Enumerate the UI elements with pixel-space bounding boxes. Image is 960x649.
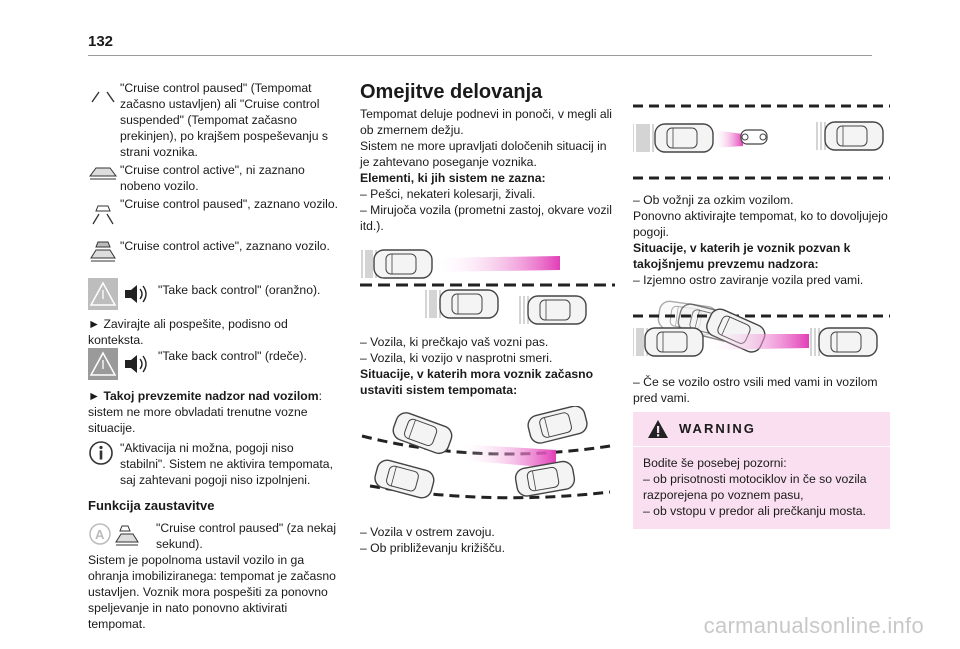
stop-description: Sistem je popolnoma ustavil vozilo in ga ohranja imobiliziranega: tempomat je začasno ustavljen. Voznik mora pospešiti za ponovno speljevanje in nato ponovno aktivirati tempomat.	[88, 553, 336, 631]
warning-item-2: – ob vstopu v predor ali prečkanju mosta.	[643, 504, 866, 518]
cruise-paused-vehicle-icon	[88, 196, 118, 226]
watermark: carmanualsonline.info	[703, 613, 924, 638]
activation-entry	[88, 440, 340, 488]
warning-title: WARNING	[679, 421, 756, 436]
cut-in-illustration	[633, 298, 890, 364]
not-detected-item-2: – Mirujoča vozila (prometni zastoj, okvare vozil itd.).	[360, 203, 612, 233]
not-detected-item-1: – Pešci, nekateri kolesarji, živali.	[360, 187, 536, 201]
narrow-vehicle-text: – Ob vožnji za ozkim vozilom.	[633, 193, 794, 207]
take-back-red-entry	[88, 348, 340, 380]
suspend-situations-heading: Situacije, v katerih mora voznik začasno ustaviti sistem tempomata:	[360, 367, 594, 397]
active-vehicle-text: "Cruise control active", zaznano vozilo.	[120, 239, 330, 253]
active-no-vehicle-text: "Cruise control active", ni zaznano nobeno vozilo.	[120, 163, 305, 193]
page-number: 132	[88, 33, 114, 50]
take-back-red-text: "Take back control" (rdeče).	[158, 349, 307, 363]
paused-vehicle-text: "Cruise control paused", zaznano vozilo.	[120, 197, 338, 211]
not-detected-item-4: – Vozila, ki vozijo v nasprotni smeri.	[360, 351, 553, 365]
top-divider	[88, 55, 872, 56]
driver-intervention-text: Sistem ne more upravljati določenih situacij in je zahtevano poseganje voznika.	[360, 139, 607, 169]
take-back-orange-entry	[88, 278, 340, 310]
cruise-active-vehicle-icon	[88, 236, 118, 266]
warning-body	[633, 447, 890, 529]
motorcycle-icon	[741, 130, 767, 144]
take-back-red-icon	[88, 348, 152, 380]
take-control-paragraph	[88, 388, 340, 436]
paused-entry	[88, 80, 340, 160]
not-detected-heading: Elementi, ki jih sistem ne zazna:	[360, 171, 546, 185]
column-left	[88, 80, 340, 632]
take-back-orange-text: "Take back control" (oranžno).	[158, 283, 321, 297]
warning-triangle-icon	[647, 419, 669, 439]
brake-or-accelerate-text: ► Zavirajte ali pospešite, podisno od konteksta.	[88, 317, 288, 347]
column-right	[633, 80, 890, 529]
paused-vehicle-entry	[88, 196, 340, 226]
cruise-stop-icons	[88, 520, 154, 550]
cruise-active-no-vehicle-icon	[88, 162, 118, 186]
column-middle	[360, 80, 615, 556]
info-icon	[88, 440, 118, 466]
stop-function-heading: Funkcija zaustavitve	[88, 498, 215, 513]
suspend-item-1: – Vozila v ostrem zavoju.	[360, 525, 495, 539]
warning-box	[633, 412, 890, 529]
reactivate-text: Ponovno aktivirajte tempomat, ko to dovoljujejo pogoji.	[633, 209, 888, 239]
stop-paused-text: "Cruise control paused" (za nekaj sekund).	[156, 521, 337, 551]
take-control-rest: : sistem ne more obvladati trenutne vozne situacije.	[88, 389, 322, 435]
operating-conditions-text: Tempomat deluje podnevi in ponoči, v megli ali ob zmernem dežju.	[360, 107, 613, 137]
not-detected-item-3: – Vozila, ki prečkajo vaš vozni pas.	[360, 335, 549, 349]
take-back-orange-icon	[88, 278, 152, 310]
warning-item-1: – ob prisotnosti motociklov in če so vozila razporejena po voznem pasu,	[643, 472, 867, 502]
cruise-paused-icon	[88, 80, 118, 108]
take-control-situations-heading: Situacije, v katerih je voznik pozvan k takojšnjemu prevzemu nadzora:	[633, 241, 851, 271]
active-no-vehicle-entry	[88, 162, 340, 194]
take-control-item-1: – Izjemno ostro zaviranje vozila pred vami.	[633, 273, 864, 287]
paused-text: "Cruise control paused" (Tempomat začasno ustavljen) ali "Cruise control suspended" (Tempomat začasno prekinjen), po krajšem pospeševanju s strani voznika.	[120, 81, 328, 159]
active-vehicle-entry	[88, 236, 340, 266]
svg-text:A: A	[95, 527, 105, 542]
warning-intro: Bodite še posebej pozorni:	[643, 456, 787, 470]
suspend-item-2: – Ob približevanju križišču.	[360, 541, 505, 555]
stop-paused-entry	[88, 520, 340, 552]
take-control-bold: ► Takoj prevzemite nadzor nad vozilom	[88, 389, 319, 403]
take-control-item-2: – Če se vozilo ostro vsili med vami in vozilom pred vami.	[633, 375, 878, 405]
sharp-bend-illustration	[360, 406, 615, 516]
narrow-vehicle-illustration	[633, 100, 890, 184]
activation-text: "Aktivacija ni možna, pogoji niso stabilni". Sistem ne aktivira tempomata, saj zahtevani pogoji niso izpolnjeni.	[120, 441, 333, 487]
warning-header	[633, 412, 890, 447]
section-title: Omejitve delovanja	[360, 81, 543, 103]
crossing-vehicles-illustration	[360, 242, 615, 328]
